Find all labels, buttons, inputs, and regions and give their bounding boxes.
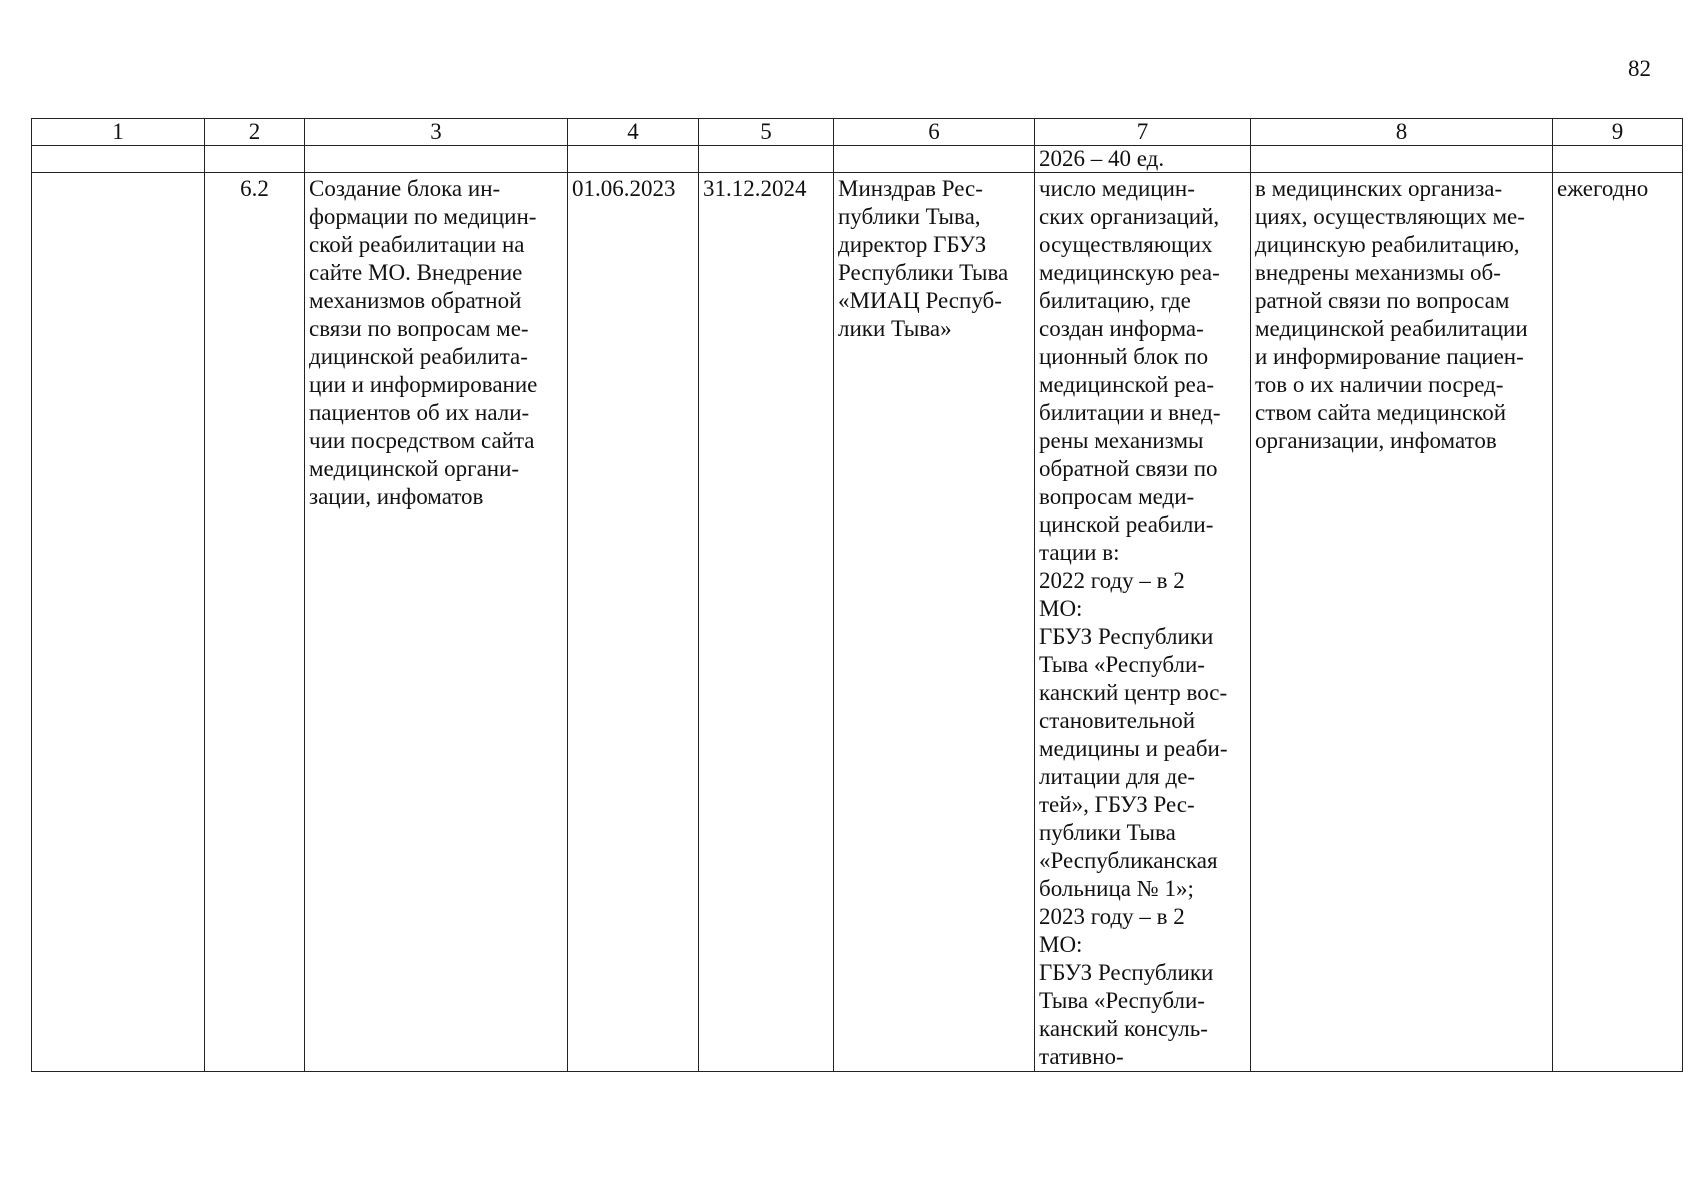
column-number-5: 5 <box>699 119 834 146</box>
column-number-8: 8 <box>1251 119 1553 146</box>
continued-cell-2 <box>205 146 305 173</box>
continued-cell-1 <box>32 146 205 173</box>
column-number-7: 7 <box>1035 119 1251 146</box>
item-number-cell: 6.2 <box>205 173 305 1072</box>
continued-cell-6 <box>834 146 1035 173</box>
frequency-cell: ежегодно <box>1553 173 1683 1072</box>
continued-row <box>32 146 1683 173</box>
column-number-9: 9 <box>1553 119 1683 146</box>
continued-cell-4 <box>568 146 699 173</box>
continued-cell-9 <box>1553 146 1683 173</box>
column-number-3: 3 <box>305 119 568 146</box>
cell-col1 <box>32 173 205 1072</box>
indicator-cell: число медицин- ских организаций, осуществляющих медицинскую реа- билитацию, где создан информа- ционный блок по медицинской реа- билитации и внед- рены механизмы обратной связи по вопросам меди- цинской реабили- тации в: 2022 году – в 2 МО: ГБУЗ Республики Тыва «Республи- канский центр вос- становительной медицины и реаби- литации для де- тей», ГБУЗ Рес- публики Тыва «Республиканская больница № 1»; 2023 году – в 2 МО: ГБУЗ Республики Тыва «Республи- канский консуль- тативно- <box>1035 173 1251 1072</box>
column-number-1: 1 <box>32 119 205 146</box>
column-number-4: 4 <box>568 119 699 146</box>
activity-description-cell: Создание блока ин- формации по медицин- ской реабилитации на сайте МО. Внедрение механизмов обратной связи по вопросам ме- дицинской реабилита- ции и информирование пациентов об их нали- чии посредством сайта медицинской органи- зации, инфоматов <box>305 173 568 1072</box>
column-number-2: 2 <box>205 119 305 146</box>
plan-table <box>31 118 1683 1072</box>
end-date-cell: 31.12.2024 <box>699 173 834 1072</box>
table-row <box>32 173 1683 1072</box>
column-number-6: 6 <box>834 119 1035 146</box>
continued-cell-3 <box>305 146 568 173</box>
continued-cell-8 <box>1251 146 1553 173</box>
start-date-cell: 01.06.2023 <box>568 173 699 1072</box>
result-cell: в медицинских организа- циях, осуществляющих ме- дицинскую реабилитацию, внедрены механизмы об- ратной связи по вопросам медицинской реабилитации и информирование пациен- тов о их наличии посред- ством сайта медицинской организации, инфоматов <box>1251 173 1553 1072</box>
responsible-cell: Минздрав Рес- публики Тыва, директор ГБУЗ Республики Тыва «МИАЦ Респуб- лики Тыва» <box>834 173 1035 1072</box>
continued-cell-7: 2026 – 40 ед. <box>1035 146 1251 173</box>
continued-cell-5 <box>699 146 834 173</box>
page-number: 82 <box>1628 56 1651 81</box>
column-number-row <box>32 119 1683 146</box>
